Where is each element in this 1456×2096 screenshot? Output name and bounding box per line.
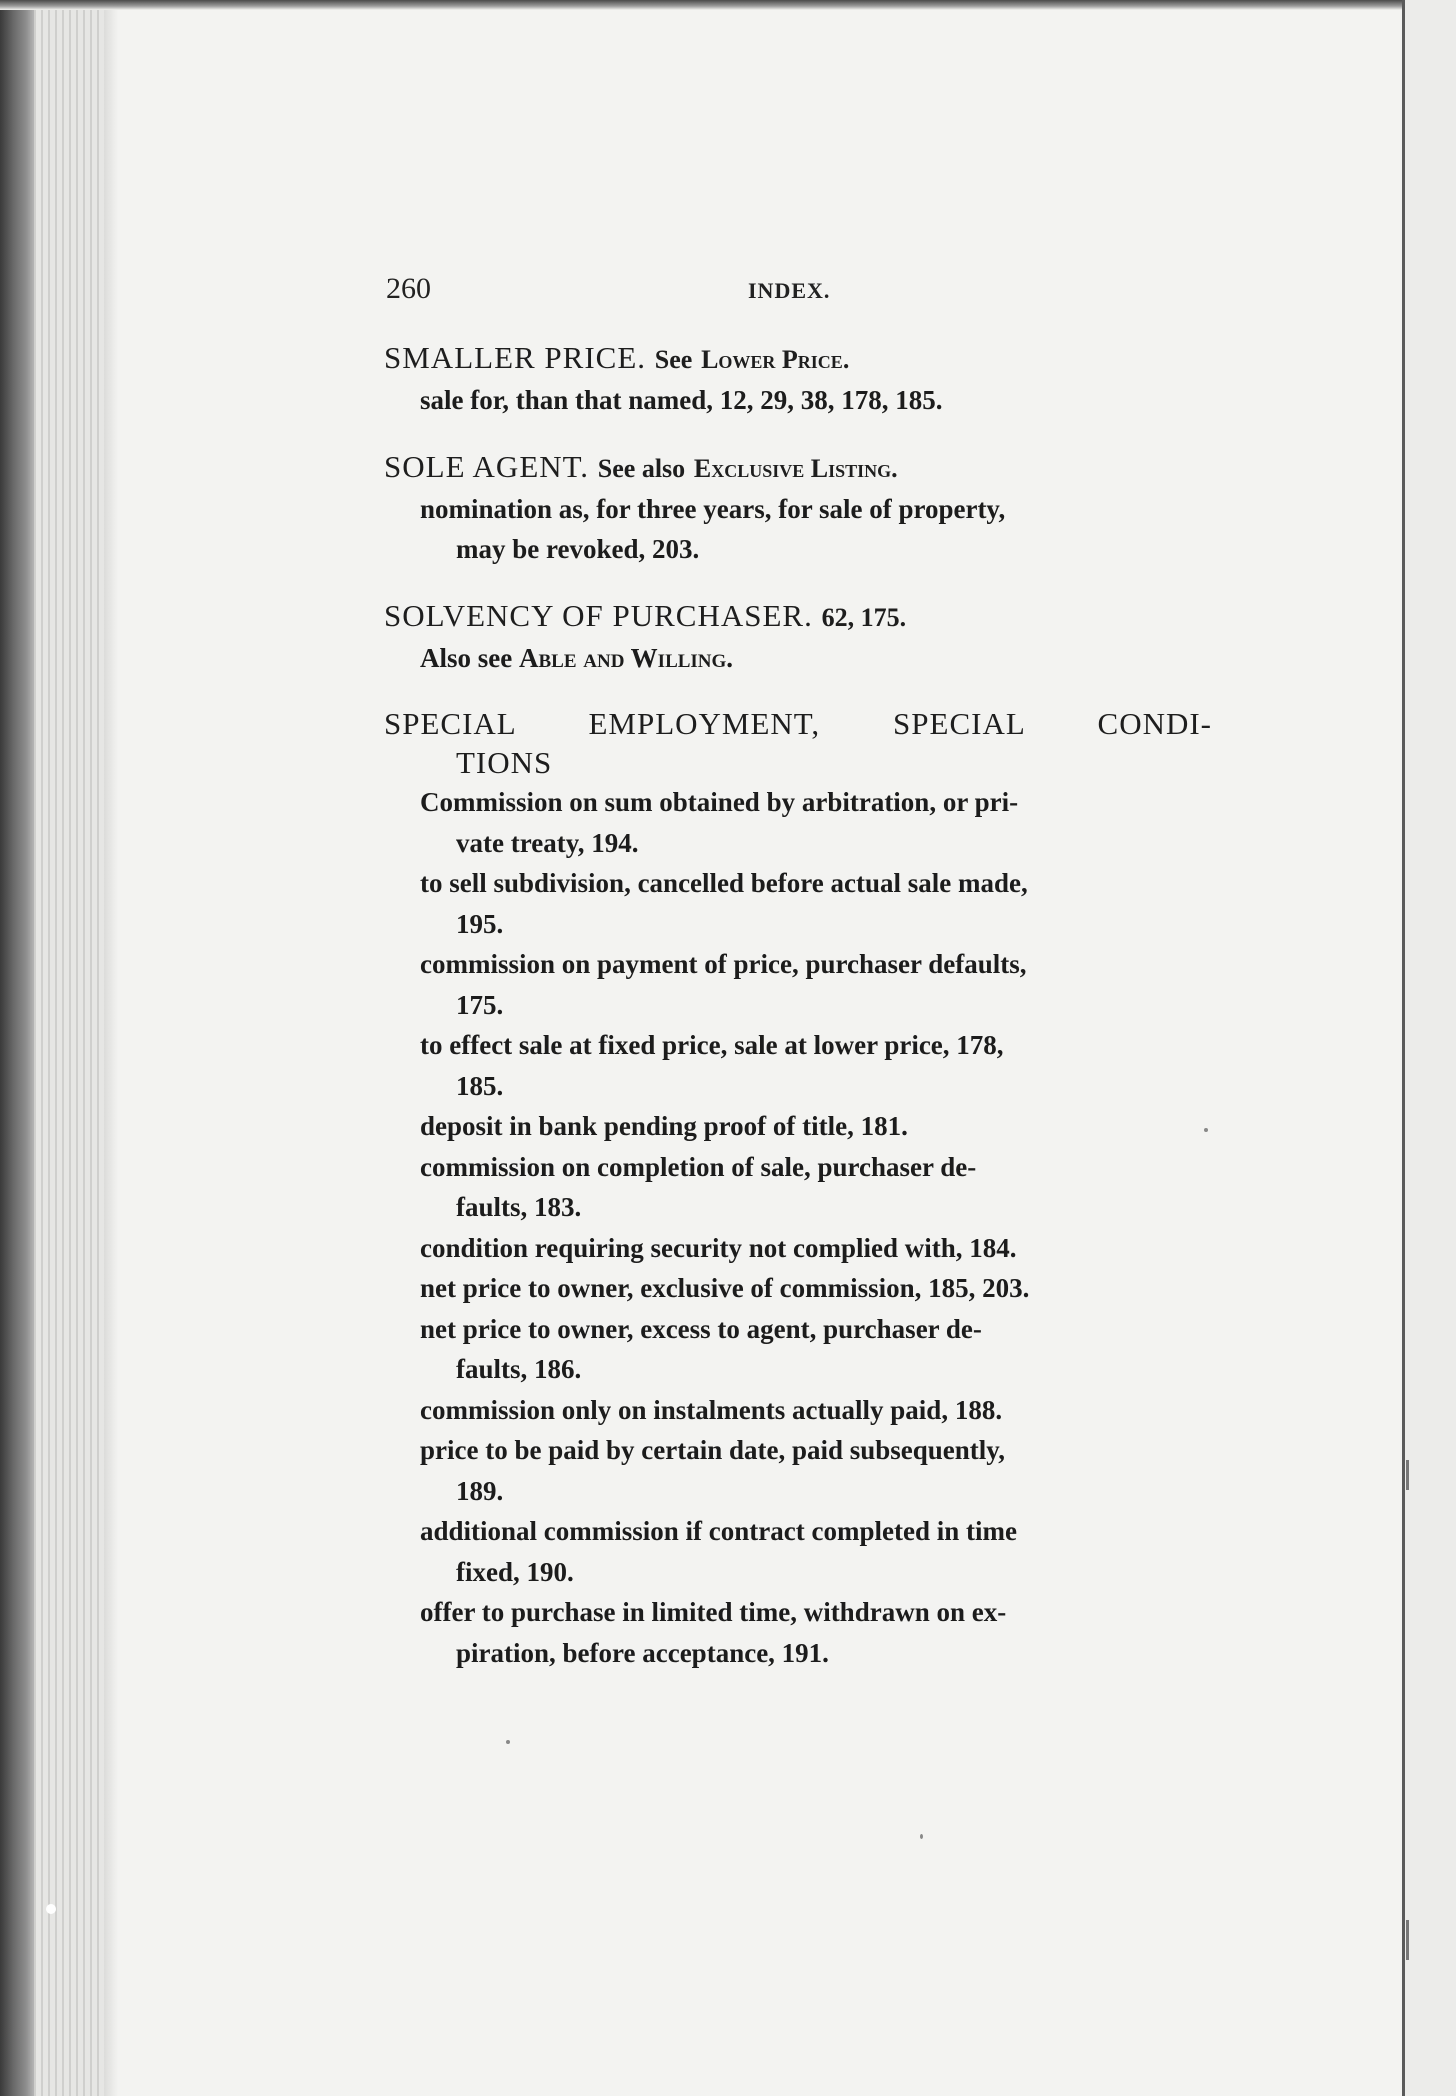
subentry-continuation: 185. — [456, 1070, 504, 1101]
subentry-continuation: faults, 183. — [456, 1192, 582, 1222]
subentry-text: nomination as, for three years, for sale of property, — [420, 493, 1006, 524]
speck — [46, 1904, 56, 1914]
subentry-continuation: 175. — [456, 989, 504, 1020]
cross-reference: Exclusive Listing. — [693, 453, 898, 483]
subentry — [384, 489, 1212, 570]
facing-page-edge — [1402, 0, 1456, 2096]
subentry — [384, 1268, 1212, 1309]
entry-heading — [384, 447, 1212, 489]
see-label: Also see — [420, 642, 513, 673]
subentry-text: commission only on instalments actually paid, 188. — [420, 1394, 1003, 1425]
subentry-continuation: vate treaty, 194. — [456, 827, 639, 858]
page-edge-shadow — [104, 0, 118, 2096]
see-label: See — [654, 345, 693, 374]
edge-mark — [1406, 1460, 1409, 1490]
edge-mark — [1406, 1920, 1409, 1960]
subentry-continuation: 195. — [456, 908, 504, 939]
heading-term: SMALLER PRICE. — [384, 340, 647, 375]
index-entry — [384, 338, 1212, 421]
entry-heading: SPECIAL EMPLOYMENT, SPECIAL CONDI- — [384, 706, 1212, 741]
page-references: 62, 175. — [821, 602, 907, 632]
subentry-continuation: 189. — [456, 1475, 504, 1506]
subentry-continuation: piration, before acceptance, 191. — [456, 1637, 829, 1668]
subentry-text: offer to purchase in limited time, withdrawn on ex- — [420, 1597, 1007, 1627]
running-header — [386, 272, 1206, 312]
speck — [920, 1834, 923, 1839]
subentry-text: to sell subdivision, cancelled before actual sale made, — [420, 868, 1028, 898]
heading-term: SOLE AGENT. — [384, 448, 590, 484]
subentry-text: net price to owner, exclusive of commission, 185, 203. — [420, 1273, 1030, 1303]
entry-heading-continuation: TIONS — [456, 745, 553, 780]
running-head: INDEX. — [748, 278, 831, 303]
entry-heading — [384, 596, 1212, 638]
subentry-continuation: fixed, 190. — [456, 1556, 574, 1587]
subentry — [384, 1025, 1212, 1106]
subentry-text: commission on payment of price, purchaser defaults, — [420, 949, 1027, 979]
index-entry — [384, 447, 1212, 570]
subentry-text: condition requiring security not complied with, 184. — [420, 1232, 1017, 1263]
cross-reference: Able and Willing. — [518, 642, 734, 673]
subentry-text: net price to owner, excess to agent, purchaser de- — [420, 1313, 982, 1344]
book-spine-edge — [0, 0, 34, 2096]
index-entries — [384, 338, 1212, 1699]
subentry — [384, 1390, 1212, 1431]
index-entry — [384, 596, 1212, 679]
page-stack-edge — [34, 0, 104, 2096]
subentry — [384, 782, 1212, 863]
subentry-text: price to be paid by certain date, paid subsequently, — [420, 1435, 1006, 1465]
subentry — [384, 944, 1212, 1025]
subentry-continuation: may be revoked, 203. — [456, 534, 700, 564]
see-label: See also — [597, 453, 686, 483]
subentry — [384, 1228, 1212, 1269]
subentry — [384, 638, 1212, 679]
subentry-text: additional commission if contract completed in time — [420, 1516, 1017, 1546]
subentry-text: commission on completion of sale, purchaser de- — [420, 1151, 977, 1182]
index-entry — [384, 704, 1212, 1673]
subentry-continuation: faults, 186. — [456, 1354, 582, 1384]
heading-term: SOLVENCY OF PURCHASER. — [384, 597, 813, 633]
subentry — [384, 863, 1212, 944]
subentry — [384, 1309, 1212, 1390]
subentry — [384, 1430, 1212, 1511]
speck — [506, 1740, 510, 1744]
entry-heading — [384, 338, 1212, 380]
subentry-text: to effect sale at fixed price, sale at lower price, 178, — [420, 1030, 1004, 1060]
subentry-text: Commission on sum obtained by arbitration, or pri- — [420, 787, 1019, 817]
subentry — [384, 1511, 1212, 1592]
subentry — [384, 380, 1212, 421]
cross-reference: Lower Price. — [701, 345, 850, 374]
top-edge-shadow — [0, 0, 1456, 10]
subentry-text: sale for, than that named, 12, 29, 38, 178, 185. — [420, 385, 943, 415]
subentry — [384, 1106, 1212, 1147]
subentry-text: deposit in bank pending proof of title, 181. — [420, 1111, 908, 1141]
subentry — [384, 1592, 1212, 1673]
subentry — [384, 1147, 1212, 1228]
page-number: 260 — [386, 272, 431, 305]
